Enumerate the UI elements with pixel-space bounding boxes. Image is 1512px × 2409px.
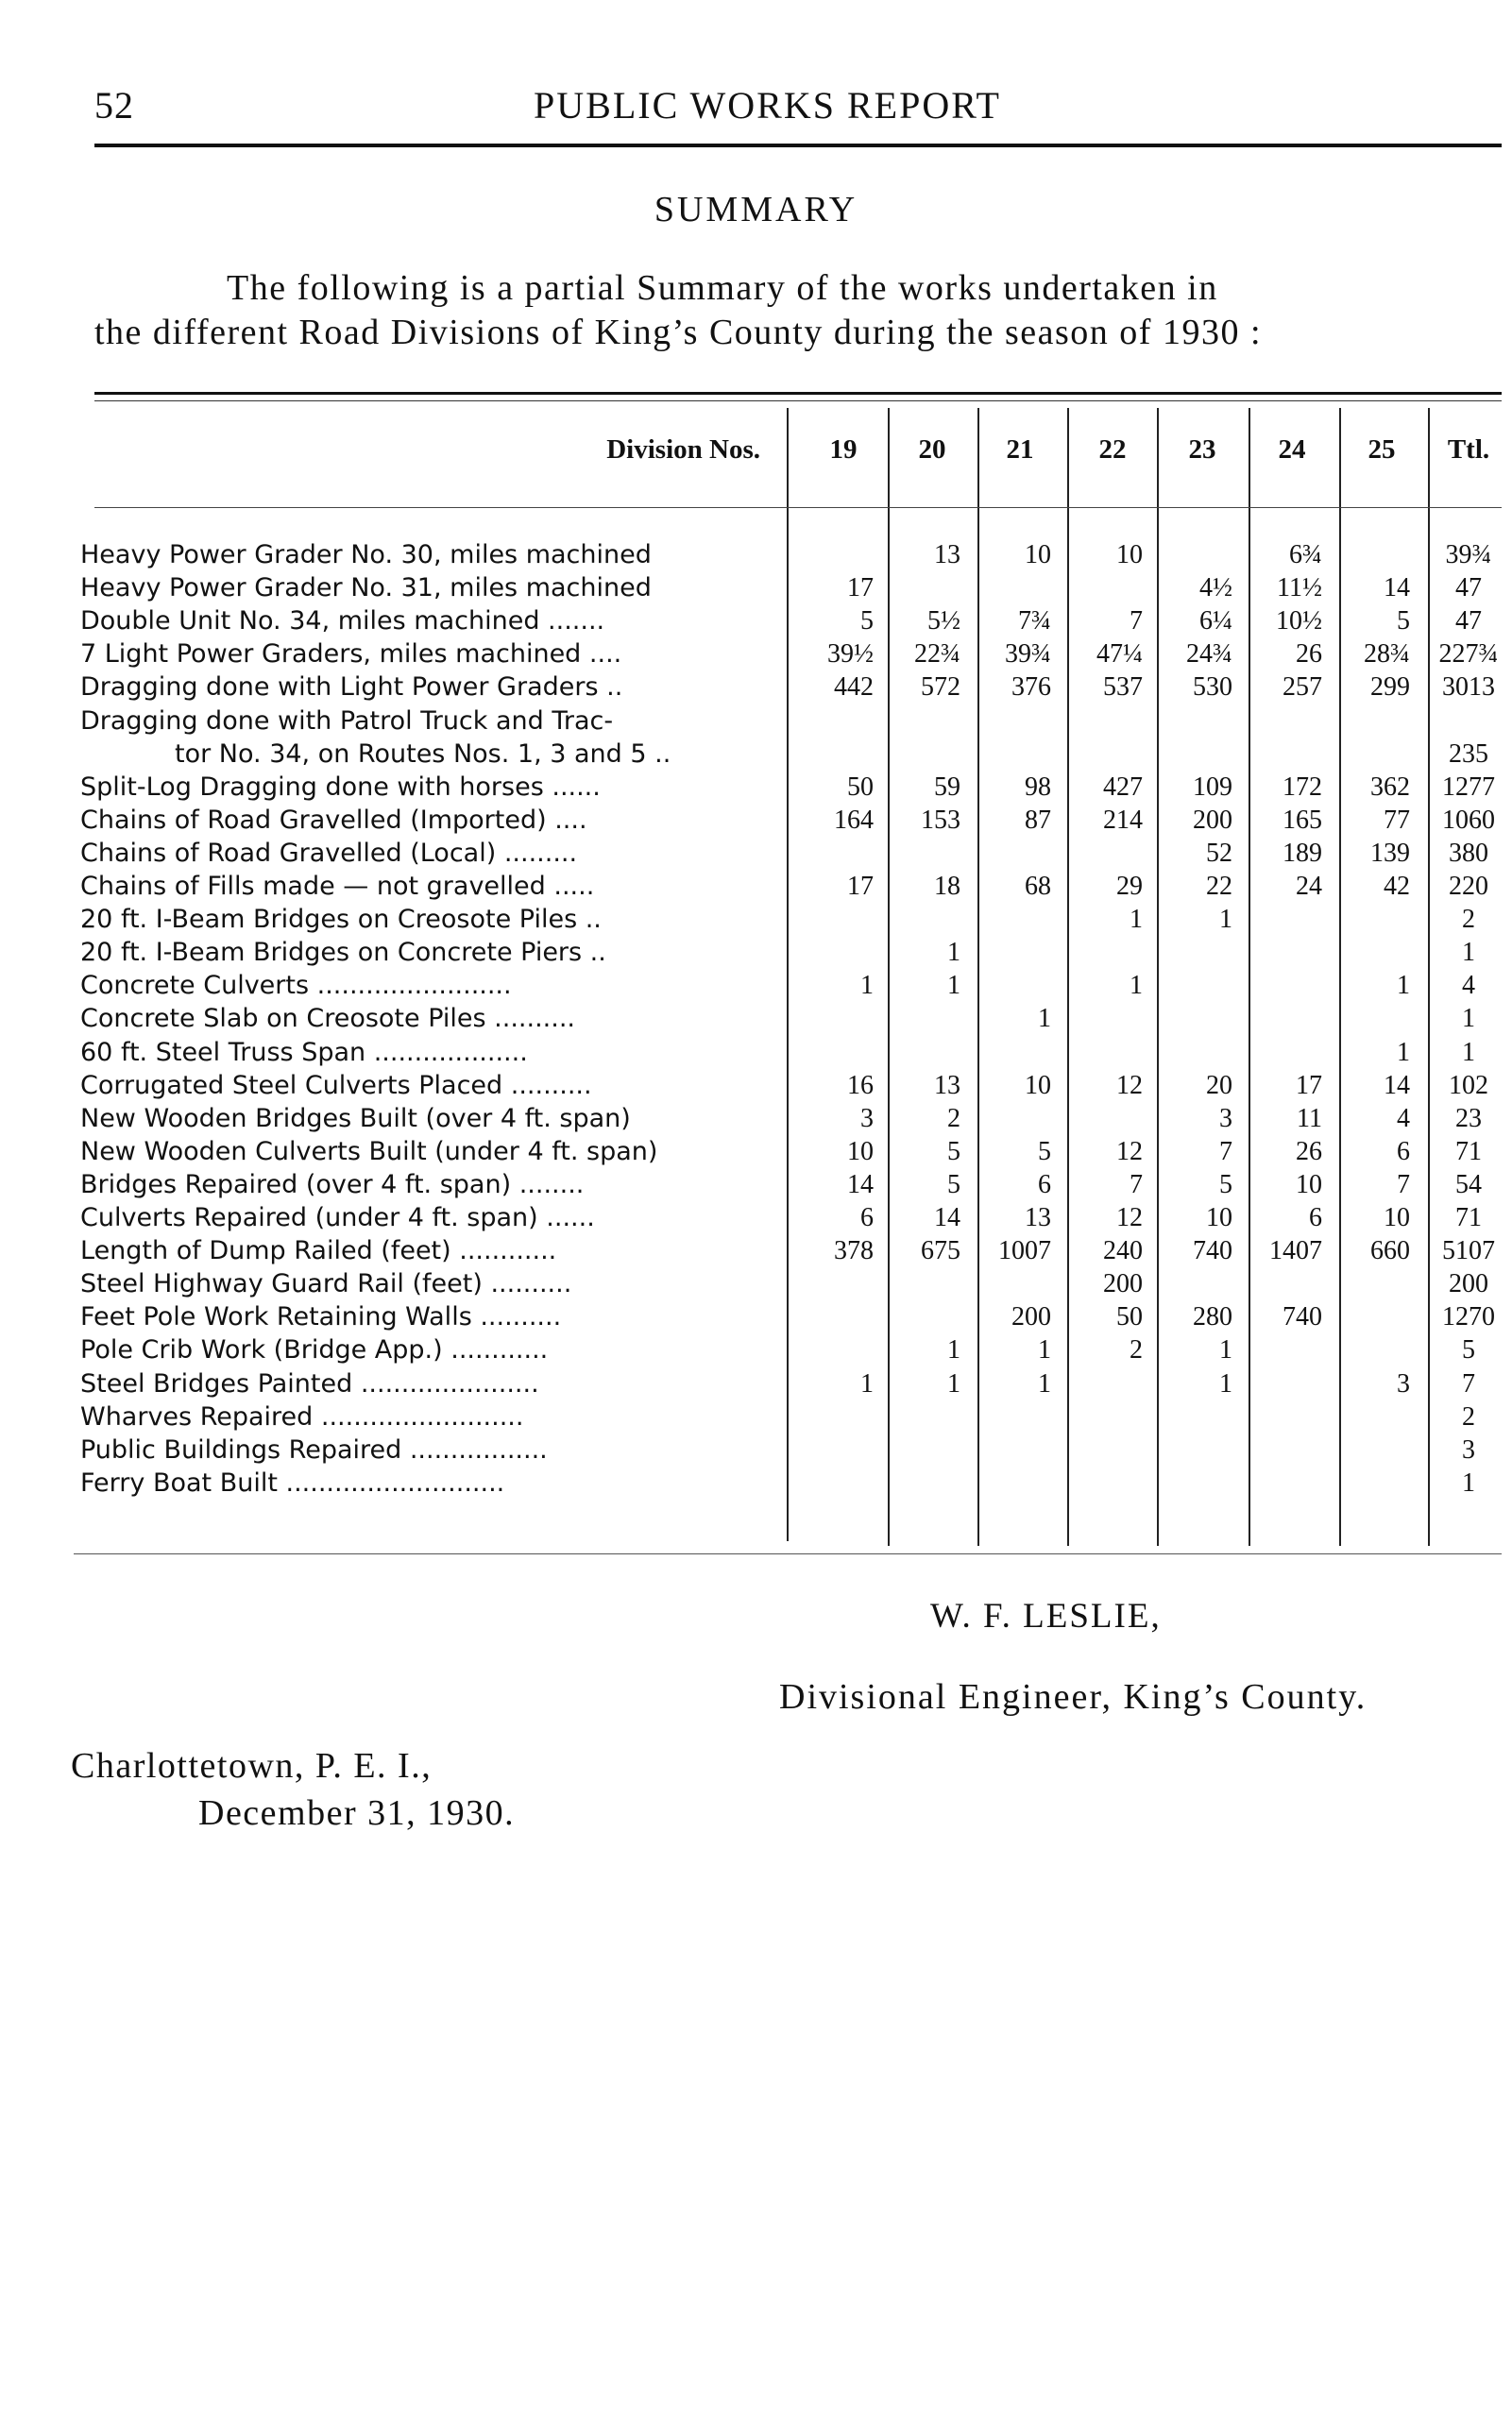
table-cell: 3 [1219,1103,1232,1133]
table-cell: 5 [1462,1335,1475,1366]
row-label: Culverts Repaired (under 4 ft. span) ...... [80,1203,595,1232]
table-cell: 1 [1038,1368,1051,1399]
table-cell: 2 [1462,1401,1475,1432]
table-cell: 1 [1038,1335,1051,1366]
table-cell: 10 [1206,1203,1232,1232]
table-cell: 10 [847,1136,874,1166]
table-cell: 17 [847,573,874,603]
table-cell: 22¾ [914,639,960,670]
table-cell: 59 [934,772,960,802]
table-cell: 1 [947,971,960,1001]
table-row [0,872,1488,905]
table-cell: 189 [1283,838,1322,868]
table-cell: 3 [1397,1368,1410,1399]
row-label: 20 ft. I-Beam Bridges on Creosote Piles .. [80,905,602,935]
table-row [0,1434,1475,1468]
table-row [0,1103,1482,1137]
table-cell: 537 [1103,672,1143,703]
table-cell: 5 [947,1169,960,1199]
intro-line-2: the different Road Divisions of King’s County during the season of 1930 : [94,313,1263,352]
table-cell: 29 [1116,872,1143,901]
table-cell: 13 [934,540,960,569]
table-cell: 39½ [827,639,874,670]
table-row [0,1368,1475,1402]
table-cell: 1 [1397,1037,1410,1067]
row-label: Pole Crib Work (Bridge App.) ............ [80,1335,549,1366]
table-row [0,1203,1482,1236]
table-cell: 109 [1193,772,1232,802]
table-cell: 3013 [1442,672,1495,703]
row-label: 60 ft. Steel Truss Span ................... [80,1037,528,1067]
table-cell: 11 [1297,1103,1322,1133]
table-cell: 153 [921,805,960,835]
table-cell: 1 [1219,905,1232,935]
table-cell: 1 [1462,938,1475,968]
table-cell: 71 [1455,1136,1482,1166]
table-cell: 71 [1455,1203,1482,1232]
table-cell: 54 [1455,1169,1482,1199]
table-cell: 5107 [1442,1236,1495,1266]
table-cell: 14 [847,1169,874,1199]
table-row [0,1004,1475,1037]
table-cell: 572 [921,672,960,703]
table-cell: 18 [934,872,960,901]
row-label: Double Unit No. 34, miles machined ....... [80,606,605,636]
row-label: New Wooden Bridges Built (over 4 ft. span) [80,1103,631,1133]
intro-line-1: The following is a partial Summary of the works undertaken in [227,268,1218,308]
table-cell: 1407 [1269,1236,1322,1266]
table-cell: 2 [1462,905,1475,935]
table-cell: 1270 [1442,1302,1495,1332]
table-row [0,1169,1482,1203]
table-row [0,606,1482,639]
table-cell: 5 [1397,606,1410,636]
table-cell: 1060 [1442,805,1495,835]
table-cell: 10 [1025,1070,1051,1100]
table-cell: 530 [1193,672,1232,703]
table-cell: 14 [934,1203,960,1232]
table-cell: 1 [1397,971,1410,1001]
table-cell: 5½ [927,606,960,636]
table-cell: 376 [1011,672,1051,703]
table-cell: 362 [1370,772,1410,802]
table-cell: 6¼ [1199,606,1232,636]
table-row [0,838,1488,872]
row-label: Chains of Road Gravelled (Imported) .... [80,805,587,835]
table-cell: 13 [1025,1203,1051,1232]
row-label: Split-Log Dragging done with horses ...... [80,772,601,802]
signature-name: W. F. LESLIE, [930,1597,1162,1636]
table-cell: 10 [1384,1203,1410,1232]
table-cell: 11½ [1277,573,1322,603]
table-cell: 200 [1193,805,1232,835]
column-header: 19 [829,434,858,465]
row-label: Ferry Boat Built ........................... [80,1467,505,1498]
table-cell: 5 [1219,1169,1232,1199]
row-label: Feet Pole Work Retaining Walls .......... [80,1302,562,1332]
table-cell: 24¾ [1186,639,1232,670]
table-row [0,938,1475,971]
table-cell: 139 [1370,838,1410,868]
table-cell: 68 [1025,872,1051,901]
table-row [0,1236,1495,1269]
running-title: PUBLIC WORKS REPORT [534,84,1001,127]
table-cell: 12 [1116,1203,1143,1232]
table-row [0,772,1495,806]
table-cell: 50 [1116,1302,1143,1332]
table-row [0,1070,1488,1104]
table-cell: 1 [1219,1368,1232,1399]
table-top-rule-thin [94,400,1502,401]
table-cell: 5 [860,606,874,636]
table-cell: 6 [1397,1136,1410,1166]
table-cell: 740 [1283,1302,1322,1332]
row-label: Chains of Road Gravelled (Local) ......... [80,838,578,868]
table-cell: 2 [947,1103,960,1133]
table-row [0,672,1495,705]
table-cell: 6 [860,1203,874,1232]
table-cell: 1 [1130,971,1143,1001]
row-label: Corrugated Steel Culverts Placed .......... [80,1070,592,1100]
page-number: 52 [94,84,134,127]
table-cell: 102 [1449,1070,1488,1100]
table-cell: 740 [1193,1236,1232,1266]
signature-role: Divisional Engineer, King’s County. [779,1677,1368,1717]
column-header: 25 [1368,434,1396,465]
table-cell: 16 [847,1070,874,1100]
column-header: 22 [1098,434,1127,465]
table-cell: 200 [1103,1269,1143,1299]
table-cell: 12 [1116,1070,1143,1100]
table-cell: 10 [1296,1169,1322,1199]
table-cell: 220 [1449,872,1488,901]
table-cell: 47¼ [1096,639,1143,670]
table-cell: 1 [1130,905,1143,935]
row-label: Wharves Repaired ......................... [80,1401,524,1432]
table-row [0,573,1482,606]
table-cell: 235 [1449,738,1488,769]
date-line: December 31, 1930. [198,1793,516,1833]
table-cell: 660 [1370,1236,1410,1266]
table-cell: 7 [1462,1368,1475,1399]
table-cell: 28¾ [1364,639,1410,670]
row-label: 7 Light Power Graders, miles machined .... [80,639,622,670]
table-cell: 26 [1296,1136,1322,1166]
division-nos-label: Division Nos. [606,434,760,465]
table-cell: 1 [947,938,960,968]
table-cell: 47 [1455,606,1482,636]
row-label: Length of Dump Railed (feet) ............ [80,1236,557,1266]
table-cell: 3 [860,1103,874,1133]
row-label: Bridges Repaired (over 4 ft. span) ........ [80,1169,585,1199]
table-cell: 280 [1193,1302,1232,1332]
table-cell: 50 [847,772,874,802]
table-cell: 378 [834,1236,874,1266]
column-header: 21 [1006,434,1034,465]
table-cell: 20 [1206,1070,1232,1100]
table-cell: 87 [1025,805,1051,835]
table-cell: 1277 [1442,772,1495,802]
table-cell: 4 [1397,1103,1410,1133]
table-row [0,540,1492,573]
table-cell: 6 [1309,1203,1322,1232]
table-top-rule [94,392,1502,395]
row-label: Public Buildings Repaired ................. [80,1434,548,1465]
table-cell: 12 [1116,1136,1143,1166]
table-cell: 14 [1384,1070,1410,1100]
table-cell: 442 [834,672,874,703]
table-cell: 14 [1384,573,1410,603]
row-label: tor No. 34, on Routes Nos. 1, 3 and 5 .. [175,738,671,769]
table-row [0,971,1475,1004]
table-cell: 1 [947,1368,960,1399]
table-cell: 42 [1384,872,1410,901]
table-cell: 5 [1038,1136,1051,1166]
table-cell: 172 [1283,772,1322,802]
summary-heading: SUMMARY [654,190,858,229]
table-cell: 26 [1296,639,1322,670]
table-cell: 1 [1462,1004,1475,1034]
table-row [0,1467,1475,1501]
row-label: New Wooden Culverts Built (under 4 ft. span) [80,1136,658,1166]
table-cell: 10 [1025,540,1051,569]
table-row [0,706,1426,739]
table-cell: 52 [1206,838,1232,868]
column-header: Ttl. [1447,434,1490,465]
table-cell: 1007 [998,1236,1051,1266]
table-cell: 7 [1130,1169,1143,1199]
table-row [0,1302,1495,1335]
row-label: Steel Highway Guard Rail (feet) .......... [80,1269,572,1299]
table-row [0,1037,1475,1071]
table-cell: 24 [1296,872,1322,901]
table-row [0,905,1475,938]
table-cell: 427 [1103,772,1143,802]
table-row [0,1269,1488,1302]
table-bottom-rule [74,1553,1502,1554]
table-cell: 1 [860,971,874,1001]
table-cell: 17 [847,872,874,901]
table-cell: 39¾ [1005,639,1051,670]
row-label: Concrete Culverts ........................ [80,971,512,1001]
table-cell: 675 [921,1236,960,1266]
table-cell: 1 [1462,1037,1475,1067]
table-cell: 4½ [1199,573,1232,603]
row-label: Chains of Fills made — not gravelled ..... [80,872,595,901]
table-cell: 7¾ [1018,606,1051,636]
table-cell: 13 [934,1070,960,1100]
header-underline [94,507,1502,508]
table-cell: 10 [1116,540,1143,569]
column-header: 20 [918,434,946,465]
table-cell: 17 [1296,1070,1322,1100]
row-label: Dragging done with Patrol Truck and Trac- [80,705,614,736]
row-label: Dragging done with Light Power Graders .. [80,672,623,703]
table-cell: 1 [1038,1004,1051,1034]
table-cell: 98 [1025,772,1051,802]
table-cell: 164 [834,805,874,835]
row-label: 20 ft. I-Beam Bridges on Concrete Piers .. [80,938,606,968]
table-cell: 22 [1206,872,1232,901]
row-label: Heavy Power Grader No. 30, miles machined [80,540,652,569]
table-cell: 1 [1219,1335,1232,1366]
table-cell: 10½ [1276,606,1322,636]
table-cell: 5 [947,1136,960,1166]
table-cell: 1 [860,1368,874,1399]
table-row [0,1401,1475,1435]
header-rule [94,144,1502,147]
table-cell: 2 [1130,1335,1143,1366]
table-row [0,639,1499,672]
table-cell: 257 [1283,672,1322,703]
table-cell: 6¾ [1289,540,1322,569]
table-cell: 1 [1462,1467,1475,1498]
table-cell: 380 [1449,838,1488,868]
row-label: Concrete Slab on Creosote Piles .......... [80,1004,575,1034]
table-cell: 299 [1370,672,1410,703]
table-row [0,1136,1482,1170]
table-cell: 39¾ [1445,540,1492,569]
row-label: Heavy Power Grader No. 31, miles machined [80,573,652,603]
table-cell: 240 [1103,1236,1143,1266]
table-cell: 7 [1219,1136,1232,1166]
table-cell: 47 [1455,573,1482,603]
table-cell: 6 [1038,1169,1051,1199]
column-header: 23 [1188,434,1216,465]
place-line: Charlottetown, P. E. I., [71,1746,433,1786]
table-row [0,738,1488,772]
table-cell: 214 [1103,805,1143,835]
table-cell: 165 [1283,805,1322,835]
table-cell: 7 [1397,1169,1410,1199]
table-cell: 7 [1130,606,1143,636]
table-row [0,805,1495,839]
table-row [0,1335,1475,1368]
table-cell: 77 [1384,805,1410,835]
table-cell: 1 [947,1335,960,1366]
table-cell: 200 [1011,1302,1051,1332]
table-cell: 23 [1455,1103,1482,1133]
column-header: 24 [1278,434,1306,465]
row-label: Steel Bridges Painted ...................... [80,1368,539,1399]
intro-paragraph [94,266,1502,355]
table-cell: 4 [1462,971,1475,1001]
table-cell: 200 [1449,1269,1488,1299]
table-cell: 227¾ [1438,639,1499,670]
table-cell: 3 [1462,1434,1475,1465]
